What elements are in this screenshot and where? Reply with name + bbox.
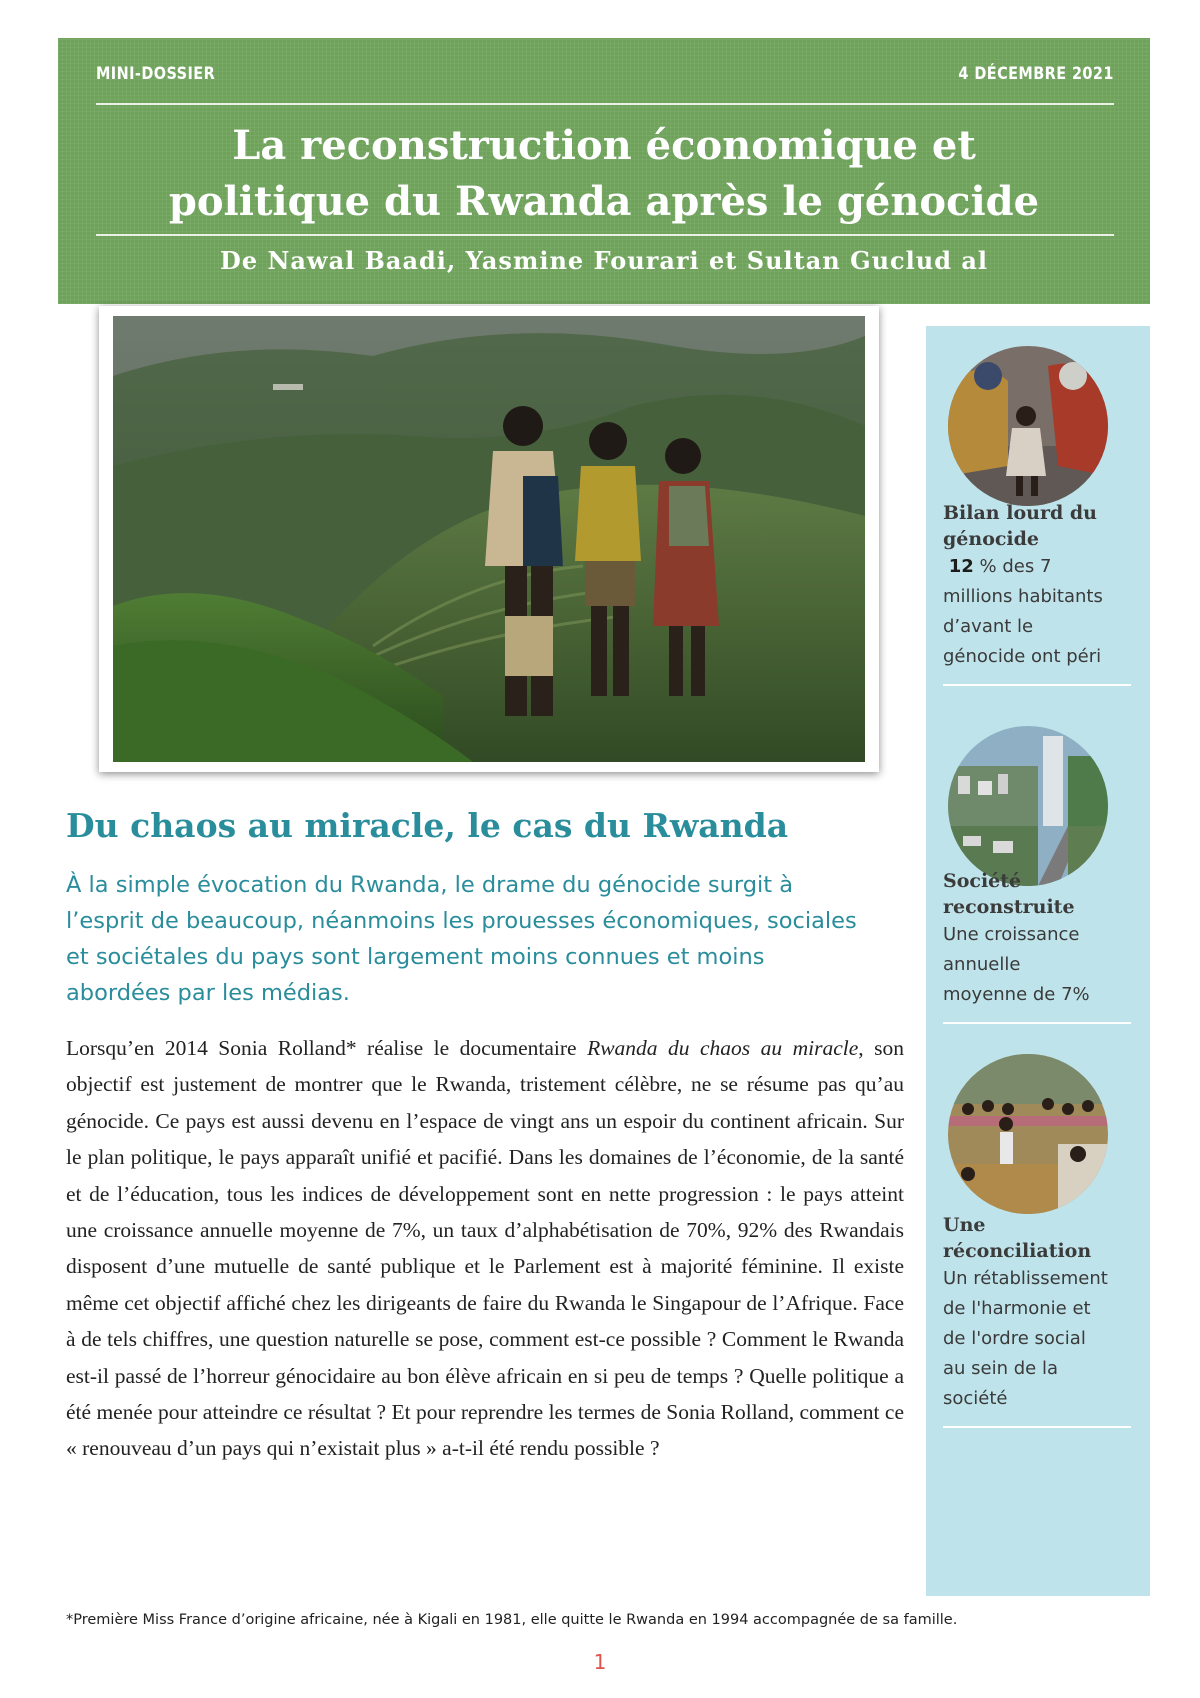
- sidebar-photo-city: [948, 726, 1108, 886]
- issue-date: 4 DÉCEMBRE 2021: [958, 64, 1114, 84]
- sidebar-divider-1: [943, 684, 1131, 686]
- header-banner: [58, 38, 1150, 304]
- sidebar-item-1-heading-line-1: Bilan lourd du: [943, 502, 1097, 524]
- sidebar-item-1-text-line-3: d’avant le: [943, 616, 1034, 637]
- sidebar-item-3-text: [943, 1264, 1143, 1414]
- sidebar-item-3-heading-line-2: réconciliation: [943, 1240, 1092, 1262]
- stat-value: 12: [948, 556, 974, 577]
- sidebar-item-3-text-line-3: de l'ordre social: [943, 1328, 1086, 1349]
- sidebar-item-3-text-line-5: société: [943, 1388, 1008, 1409]
- sidebar-photo-refugees: [948, 346, 1108, 506]
- article-heading: Du chaos au miracle, le cas du Rwanda: [66, 806, 789, 845]
- sidebar-item-3-text-line-1: Un rétablissement: [943, 1268, 1108, 1289]
- sidebar-item-2-text: [943, 920, 1143, 1010]
- stat-suffix: % des 7: [973, 556, 1052, 577]
- sidebar-photo-assembly: [948, 1054, 1108, 1214]
- documentary-title: Rwanda du chaos au miracle: [587, 1036, 859, 1060]
- refugees-image: [948, 346, 1108, 506]
- header-rule-bottom: [96, 234, 1114, 236]
- city-image: [948, 726, 1108, 886]
- main-photo: [113, 316, 865, 762]
- sidebar-item-3-heading-line-1: Une: [943, 1214, 986, 1236]
- authors-line: De Nawal Baadi, Yasmine Fourari et Sultan Guclud al: [220, 246, 988, 275]
- footnote: *Première Miss France d’origine africaine, née à Kigali en 1981, elle quitte le Rwanda en 1994 accompagnée de sa famille.: [66, 1612, 958, 1628]
- body-intro: Lorsqu’en 2014 Sonia Rolland* réalise le documentaire: [66, 1036, 588, 1060]
- header-rule-top: [96, 103, 1114, 105]
- sidebar-item-3-text-line-4: au sein de la: [943, 1358, 1058, 1379]
- sidebar-item-2-text-line-3: moyenne de 7%: [943, 984, 1090, 1005]
- page-number: 1: [593, 1650, 607, 1674]
- sidebar-item-1-text-line-1: [943, 552, 1143, 582]
- main-photo-frame: [99, 306, 879, 772]
- sidebar-item-1-heading-line-2: génocide: [943, 528, 1040, 550]
- sidebar-item-2-heading: [943, 868, 1143, 920]
- sidebar-item-2-heading-line-2: reconstruite: [943, 896, 1075, 918]
- page-title: [78, 118, 1130, 230]
- article-body: [66, 1030, 904, 1467]
- sidebar-item-2-text-line-1: Une croissance: [943, 924, 1080, 945]
- sidebar-item-3-text-line-2: de l'harmonie et: [943, 1298, 1091, 1319]
- assembly-image: [948, 1054, 1108, 1214]
- sidebar-item-3-heading: [943, 1212, 1143, 1264]
- sidebar-item-1-heading: [943, 500, 1143, 552]
- sidebar-item-1-text: [943, 552, 1143, 672]
- sidebar-divider-3: [943, 1426, 1131, 1428]
- sidebar-item-1-text-line-2: millions habitants: [943, 586, 1103, 607]
- title-line-1: La reconstruction économique et: [232, 122, 976, 169]
- section-kicker: MINI-DOSSIER: [96, 64, 216, 84]
- sidebar-item-2-text-line-2: annuelle: [943, 954, 1021, 975]
- article-lead: À la simple évocation du Rwanda, le drame du génocide surgit à l’esprit de beaucoup, néanmoins les prouesses économiques, sociales et sociétales du pays sont largement moins connues et moins abordées par les médias.: [66, 872, 857, 1006]
- sidebar-item-1-text-line-4: génocide ont péri: [943, 646, 1102, 667]
- body-main: , son objectif est justement de montrer que le Rwanda, tristement célèbre, ne se résume pas qu’au génocide. Ce pays est aussi devenu en l’espace de vingt ans un espoir du continent africain. Sur le plan politique, le pays apparaît unifié et pacifié. Dans les domaines de l’économie, de la santé et de l’éducation, tous les indices de développement sont en nette progression : le pays atteint une croissance annuelle moyenne de 7%, un taux d’alphabétisation de 70%, 92% des Rwandais disposent d’une mutuelle de santé publique et le Parlement est à majorité féminine. Il existe même cet objectif affiché chez les dirigeants de faire du Rwanda le Singapour de l’Afrique. Face à de tels chiffres, une question naturelle se pose, comment est-ce possible ? Comment le Rwanda est-il passé de l’horreur génocidaire au bon élève africain en si peu de temps ? Quelle politique a été menée pour atteindre ce résultat ? Et pour reprendre les termes de Sonia Rolland, comment ce « renouveau d’un pays qui n’existait plus » a-t-il été rendu possible ?: [66, 1036, 904, 1461]
- sidebar-item-2-heading-line-1: Société: [943, 870, 1022, 892]
- sidebar-divider-2: [943, 1022, 1131, 1024]
- hills-children-image: [113, 316, 865, 762]
- title-line-2: politique du Rwanda après le génocide: [168, 178, 1040, 225]
- sidebar-panel: [926, 326, 1150, 1596]
